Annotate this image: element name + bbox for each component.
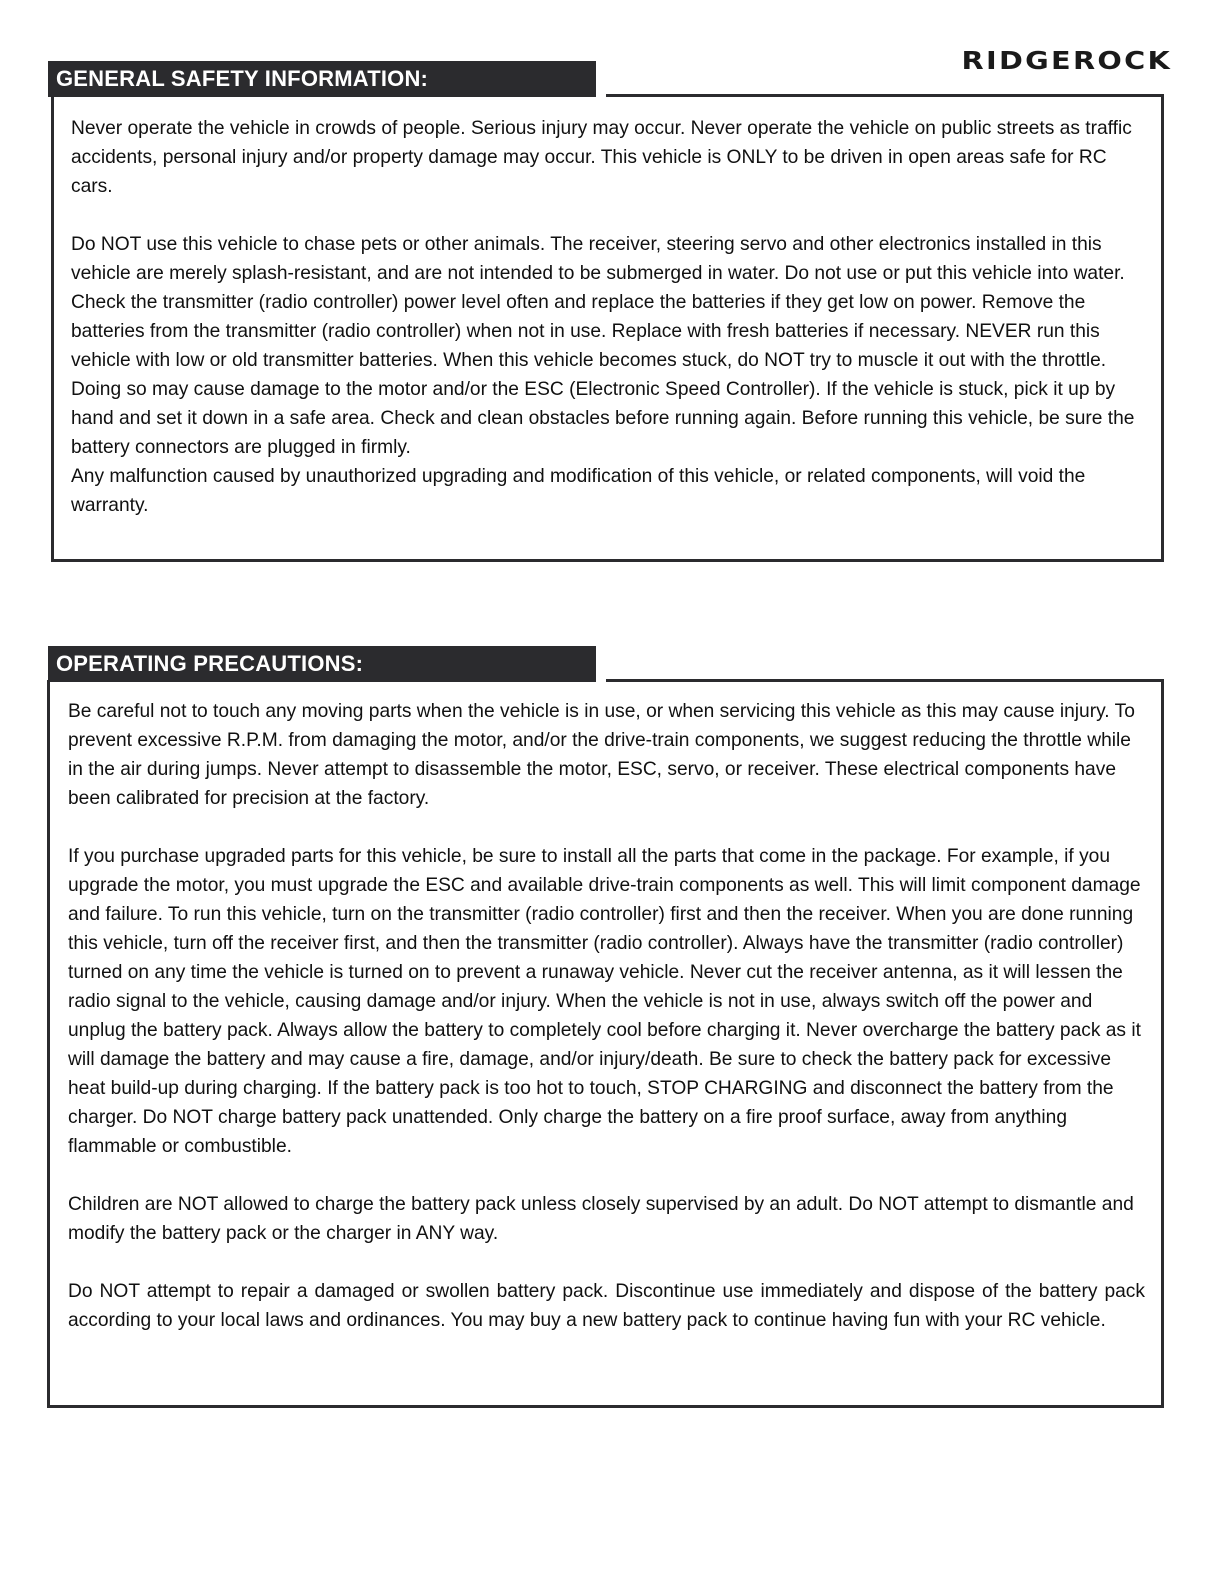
operating-precautions-paragraph: Be careful not to touch any moving parts when the vehicle is in use, or when servicing this vehicle as this may cause injury. To prevent excessive R.P.M. from damaging the motor, and/or the drive-train components, we suggest reducing the throttle while in the air during jumps. Never attempt to disassemble the motor, ESC, servo, or receiver. These electrical components have been calibrated for precision at the factory. [68,701,1135,809]
general-safety-header: GENERAL SAFETY INFORMATION: [48,61,596,97]
operating-precautions-paragraph: Children are NOT allowed to charge the battery pack unless closely supervised by an adult. Do NOT attempt to dismantle and modify the battery pack or the charger in ANY way. [68,1194,1134,1244]
operating-precautions-header: OPERATING PRECAUTIONS: [48,646,596,682]
general-safety-paragraph: Do NOT use this vehicle to chase pets or other animals. The receiver, steering servo and other electronics installed in this vehicle are merely splash-resistant, and are not intended to be submerged in water. Do not use or put this vehicle into water. Check the transmitter (radio controller) power level often and replace the batteries if they get low on power. Remove the batteries from the transmitter (radio controller) when not in use. Replace with fresh batteries if necessary. NEVER run this vehicle with low or old transmitter batteries. When this vehicle becomes stuck, do NOT try to muscle it out with the throttle. Doing so may cause damage to the motor and/or the ESC (Electronic Speed Controller). If the vehicle is stuck, pick it up by hand and set it down in a safe area. Check and clean obstacles before running again. Before running this vehicle, be sure the battery connectors are plugged in firmly. [71,234,1135,458]
general-safety-paragraph: Never operate the vehicle in crowds of people. Serious injury may occur. Never operate the vehicle on public streets as traffic accidents, personal injury and/or property damage may occur. This vehicle is ONLY to be driven in open areas safe for RC cars. [71,118,1132,197]
general-safety-box [51,95,1164,562]
operating-precautions-paragraph: If you purchase upgraded parts for this vehicle, be sure to install all the parts that come in the package. For example, if you upgrade the motor, you must upgrade the ESC and available drive-train components as well. This will limit component damage and failure. To run this vehicle, turn on the transmitter (radio controller) first and then the receiver. When you are done running this vehicle, turn off the receiver first, and then the transmitter (radio controller). Always have the transmitter (radio controller) turned on any time the vehicle is turned on to prevent a runaway vehicle. Never cut the receiver antenna, as it will lessen the radio signal to the vehicle, causing damage and/or injury. When the vehicle is not in use, always switch off the power and unplug the battery pack. Always allow the battery to completely cool before charging it. Never overcharge the battery pack as it will damage the battery and may cause a fire, damage, and/or injury/death. Be sure to check the battery pack for excessive heat build-up during charging. If the battery pack is too hot to touch, STOP CHARGING and disconnect the battery from the charger. Do NOT charge battery pack unattended. Only charge the battery on a fire proof surface, away from anything flammable or combustible. [68,846,1141,1157]
operating-precautions-box [47,680,1164,1408]
brand-logo: RIDGEROCK [961,46,1172,75]
operating-precautions-paragraph: Do NOT attempt to repair a damaged or swollen battery pack. Discontinue use immediately and dispose of the battery pack according to your local laws and ordinances. You may buy a new battery pack to continue having fun with your RC vehicle. [68,1281,1145,1331]
general-safety-paragraph: Any malfunction caused by unauthorized upgrading and modification of this vehicle, or related components, will void the warranty. [71,466,1086,516]
